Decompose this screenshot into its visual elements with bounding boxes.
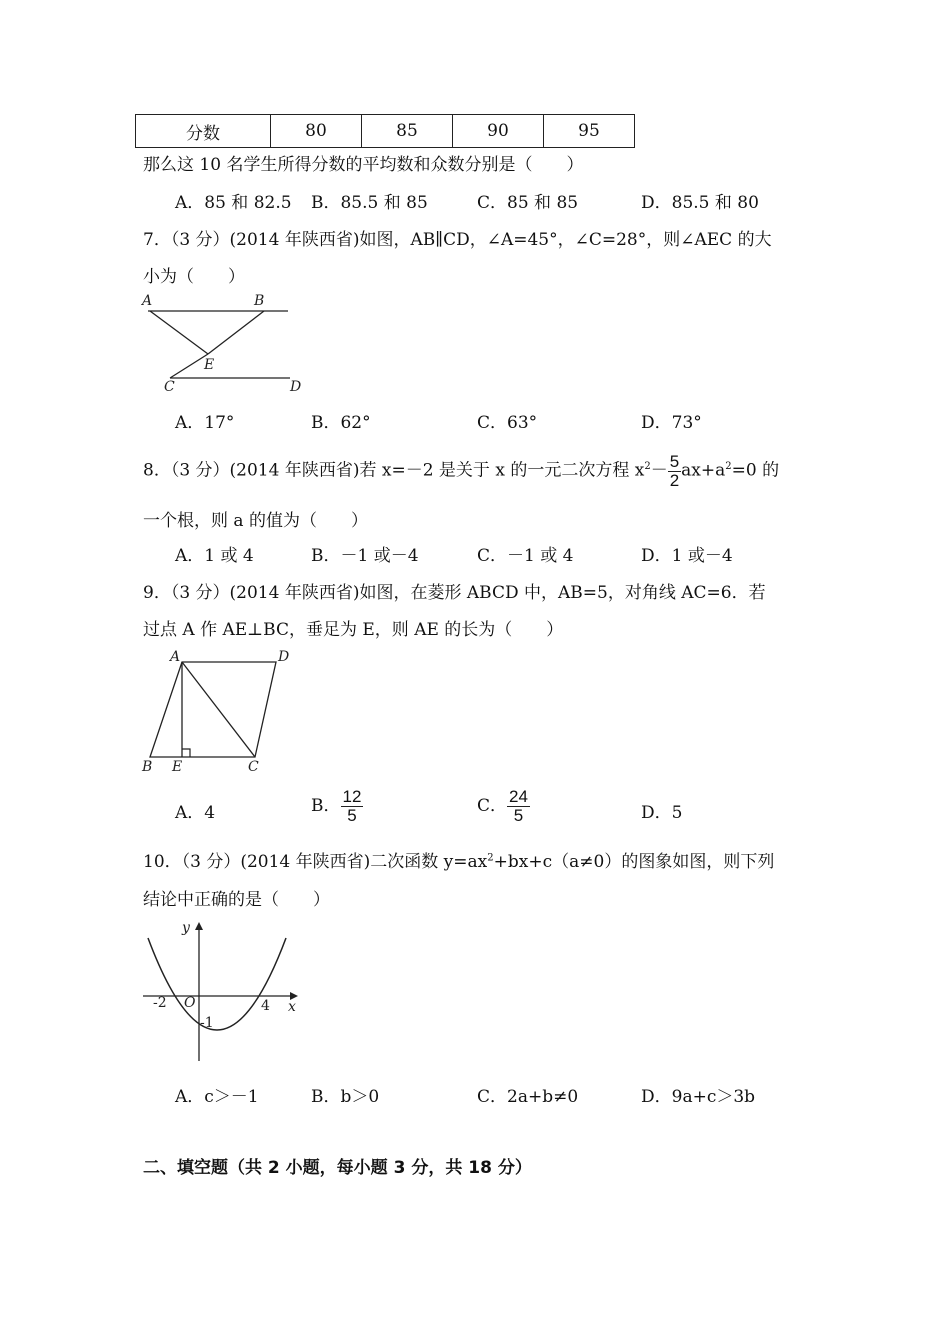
q8-option-a: A．1 或 4: [175, 546, 254, 566]
frac-num: 24: [509, 787, 528, 806]
q10-text-pre: 10．（3 分）(2014 年陕西省)二次函数 y=ax: [143, 852, 488, 872]
label-d: D: [290, 379, 302, 395]
frac-den: 5: [513, 805, 524, 825]
q7-stem-line2: 小为（ ）: [143, 267, 245, 287]
q8-sup2: 2: [725, 461, 732, 472]
label-b: B: [142, 759, 153, 775]
q9-option-a-prefix: A．: [175, 803, 205, 823]
q9-option-a: [175, 798, 215, 823]
label-c: C: [164, 379, 175, 395]
label-a: A: [142, 293, 153, 309]
q6-option-d: D．85.5 和 80: [641, 193, 759, 213]
q9-figure: [138, 645, 298, 780]
parabola: [148, 938, 286, 1030]
score-cell: 95: [544, 115, 635, 148]
line-ce: [170, 354, 208, 378]
label-c: C: [248, 759, 259, 775]
label-b: B: [254, 293, 265, 309]
q7-option-b: B．62°: [311, 413, 371, 433]
q8-option-b: B．－1 或－4: [311, 546, 419, 566]
q8-text-post: =0 的: [731, 460, 780, 481]
diagonal-ac: [182, 662, 255, 757]
score-table-header: 分数: [136, 115, 271, 148]
frac-den: 5: [347, 805, 357, 825]
q9-option-c: [477, 788, 530, 825]
q9-stem-line1: 9．（3 分）(2014 年陕西省)如图，在菱形 ABCD 中，AB=5，对角线 AC=6．若: [143, 583, 766, 603]
q7-option-c: C．63°: [477, 413, 538, 433]
q6-stem: 那么这 10 名学生所得分数的平均数和众数分别是（ ）: [143, 155, 584, 175]
line-ae: [150, 311, 208, 354]
label-e: E: [204, 357, 215, 373]
score-cell: 85: [362, 115, 453, 148]
q10-option-a: A．c＞－1: [175, 1087, 259, 1107]
q7-option-d: D．73°: [641, 413, 702, 433]
q8-sup1: 2: [644, 461, 651, 472]
q10-option-d: D．9a+c＞3b: [641, 1087, 756, 1107]
label-y: y: [182, 920, 190, 936]
q8-frac-num: 5: [669, 451, 680, 471]
q8-option-c: C．－1 或 4: [477, 546, 574, 566]
y-axis-arrow: [195, 922, 203, 930]
label-neg1: -1: [200, 1015, 214, 1031]
right-angle-mark: [182, 749, 190, 757]
q7-option-a: A．17°: [175, 413, 235, 433]
q6-option-a: A．85 和 82.5: [175, 193, 292, 213]
q7-figure: [140, 290, 310, 400]
q9-option-c-fraction: [507, 788, 530, 825]
line-be: [208, 311, 264, 354]
q7-stem-line1: 7．（3 分）(2014 年陕西省)如图，AB∥CD，∠A=45°，∠C=28°，则∠AEC 的大: [143, 230, 772, 250]
section-2-title: 二、填空题（共 2 小题，每小题 3 分，共 18 分）: [143, 1158, 532, 1178]
q8-text-mid: ax+a: [681, 460, 726, 481]
score-cell: 90: [453, 115, 544, 148]
q10-figure: [140, 918, 310, 1068]
q9-option-d: [641, 798, 682, 823]
label-o: O: [184, 995, 196, 1011]
q6-option-b: B．85.5 和 85: [311, 193, 428, 213]
q8-frac-den: 2: [669, 470, 680, 490]
q10-text-post: +bx+c（a≠0）的图象如图，则下列: [493, 852, 775, 872]
score-table: [135, 114, 635, 148]
q8-fraction: [668, 453, 681, 490]
rhombus-abcd: [150, 662, 276, 757]
q10-stem-line1: [143, 847, 774, 872]
q9-option-c-prefix: C．: [477, 795, 508, 816]
q9-option-a-text: 4: [204, 803, 216, 823]
label-4: 4: [261, 998, 270, 1014]
q10-option-c: C．2a+b≠0: [477, 1087, 579, 1107]
q9-option-b: [311, 788, 363, 825]
q10-option-b: B．b＞0: [311, 1087, 380, 1107]
q9-stem-line2: 过点 A 作 AE⊥BC，垂足为 E，则 AE 的长为（ ）: [143, 620, 564, 640]
q6-option-c: C．85 和 85: [477, 193, 579, 213]
q9-option-b-fraction: [341, 788, 364, 825]
q8-option-d: D．1 或－4: [641, 546, 733, 566]
label-x: x: [288, 999, 296, 1015]
label-e: E: [172, 759, 183, 775]
q10-sup: 2: [487, 852, 494, 864]
q8-text-pre: 8．（3 分）(2014 年陕西省)若 x=－2 是关于 x 的一元二次方程 x: [143, 460, 645, 481]
q9-option-b-prefix: B．: [311, 795, 341, 816]
label-neg2: -2: [153, 995, 167, 1011]
frac-num: 12: [342, 787, 362, 806]
label-d: D: [278, 649, 290, 665]
score-cell: 80: [271, 115, 362, 148]
q8-stem-line1: [143, 452, 779, 490]
q8-minus: －: [650, 460, 668, 481]
label-a: A: [170, 649, 181, 665]
q9-option-d-text: 5: [671, 803, 683, 823]
q9-option-d-prefix: D．: [641, 803, 672, 823]
q10-stem-line2: 结论中正确的是（ ）: [143, 890, 330, 910]
q8-stem-line2: 一个根，则 a 的值为（ ）: [143, 511, 368, 531]
